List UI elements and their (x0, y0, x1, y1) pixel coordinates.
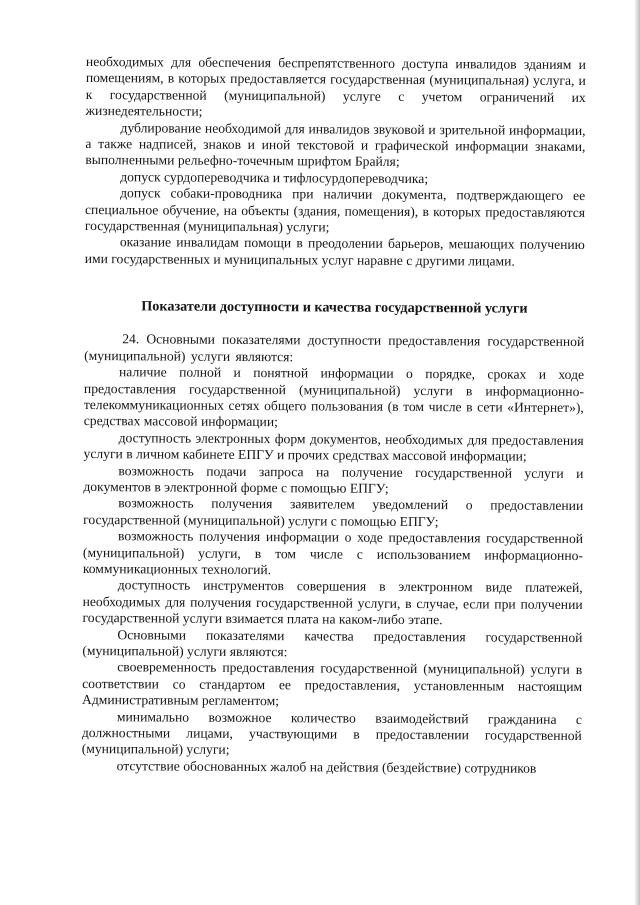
body-paragraph: Основными показателями качества предоставления государственной (муниципальной) услуги являются: (82, 626, 583, 660)
body-paragraph: оказание инвалидам помощи в преодолении барьеров, мешающих получению ими государственных и муниципальных услуг наравне с другими лицами. (84, 234, 585, 269)
body-paragraph: минимально возможное количество взаимодействий гражданина с должностными лицами, участвующими в предоставлении государственной (муниципальной) услуги; (81, 708, 582, 758)
body-paragraph: возможность получения информации о ходе предоставления государственной (муниципальной) услуги, в том числе с использованием информационно-коммуникационных технологий. (82, 528, 584, 578)
body-paragraph: возможность подачи запроса на получение государственной услуги и документов в электронной форме с помощью ЕПГУ; (83, 462, 584, 496)
section-heading: Показатели доступности и качества государственной услуги (141, 298, 528, 317)
numbered-paragraph: 24. Основными показателями доступности предоставления государственной (муниципальной) услуги являются: (84, 331, 585, 364)
document-page (82, 54, 586, 777)
body-paragraph: необходимых для обеспечения беспрепятственного доступа инвалидов зданиям и помещениям, в которых предоставляется государственная (муниципальная) услуга, и к государственной (муниципальной) услуге с учетом ограничений их жизнедеятельности; (85, 54, 586, 119)
body-paragraph: своевременность предоставления государственной (муниципальной) услуги в соответствии со стандартом ее предоставления, установленным настоящим Административным регламентом; (82, 659, 583, 709)
body-paragraph: допуск сурдопереводчика и тифлосурдопереводчика; (120, 169, 429, 186)
body-paragraph: доступность электронных форм документов, необходимых для предоставления услуги в личном кабинете ЕПГУ и прочих средствах массовой информации; (83, 429, 584, 464)
body-paragraph: дублирование необходимой для инвалидов звуковой и зрительной информации, а также надписей, знаков и иной текстовой и графической информации знаками, выполненными рельефно-точечным шрифтом Брайля; (85, 119, 586, 170)
body-paragraph: возможность получения заявителем уведомлений о предоставлении государственной (муниципальной) услуги с помощью ЕПГУ; (83, 495, 584, 529)
body-paragraph: наличие полной и понятной информации о порядке, сроках и ходе предоставления государственной (муниципальной) услуги в информационно-телекоммуникационных сетях общего пользования (в том числе в сети «Интернет»), средствах массовой информации; (83, 364, 585, 430)
body-paragraph: допуск собаки-проводника при наличии документа, подтверждающего ее специальное обучение, на объекты (здания, помещения), в которых предоставляются государственная (муниципальная) услуги; (84, 185, 586, 235)
scan-shadow-edge (634, 0, 640, 905)
body-paragraph: отсутствие обоснованных жалоб на действия (бездействие) сотрудников (116, 758, 537, 776)
body-paragraph: доступность инструментов совершения в электронном виде платежей, необходимых для получения государственной услуги, в случае, если при получении государственной услуги взимается плата на каком-либо этапе. (82, 577, 583, 628)
